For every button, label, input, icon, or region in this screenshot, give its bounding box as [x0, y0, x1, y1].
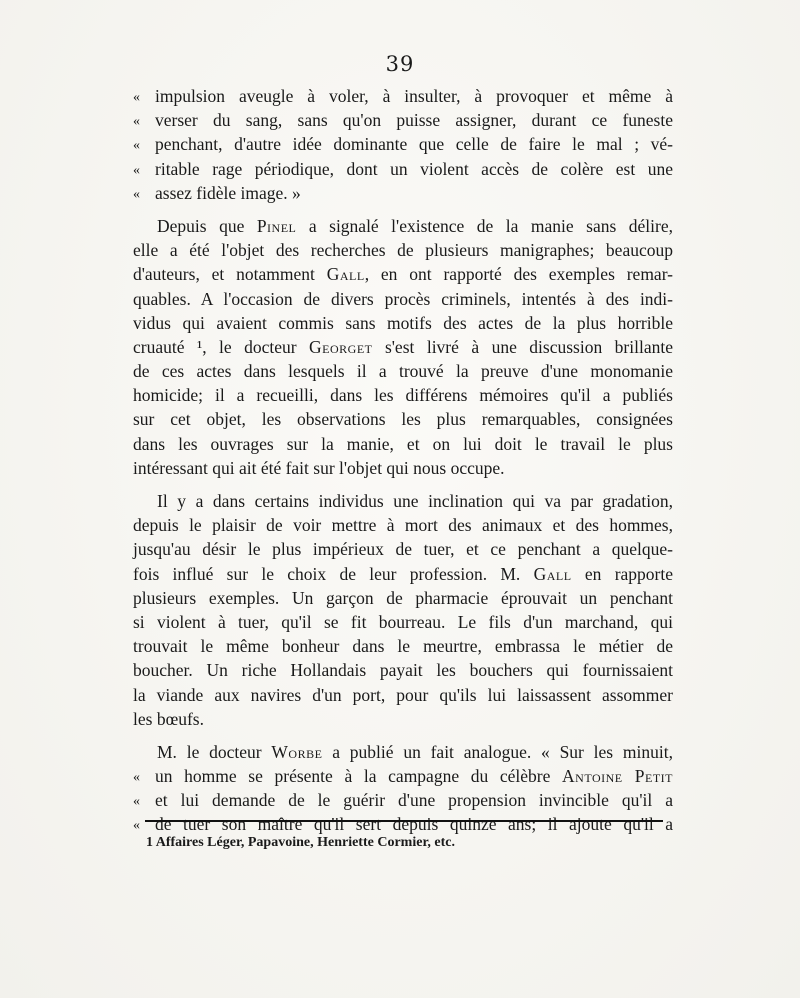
text-line: trouvait le même bonheur dans le meurtre, embrassa le métier de: [133, 636, 673, 657]
text-line: elle a été l'objet des recherches de plusieurs manigraphes; beaucoup: [133, 240, 673, 261]
text-line: la viande aux navires d'un port, pour qu'ils lui laissassent assommer: [133, 684, 673, 705]
text-line: cruauté ¹, le docteur Georget s'est livré à une discussion brillante: [133, 336, 673, 357]
text-line: si violent à tuer, qu'il se fit bourreau. Le fils d'un marchand, qui: [133, 611, 673, 632]
author-name: Pinel: [256, 215, 297, 236]
text-line: fois influé sur le choix de leur profession. M. Gall en rapporte: [133, 563, 673, 584]
author-name: Georget: [309, 336, 373, 357]
author-name: Gall: [326, 264, 365, 285]
text-line: Il y a dans certains individus une inclination qui va par gradation,: [157, 491, 673, 511]
page-number: 39: [385, 52, 415, 76]
text-line: « ritable rage périodique, dont un violent accès de colère est une: [133, 157, 673, 181]
quote-mark: «: [133, 794, 140, 810]
text-line: « et lui demande de le guérir d'une propension invincible qu'il a: [133, 788, 673, 812]
footnote: [146, 834, 666, 852]
text-line: « de tuer son maître qu'il sert depuis quinze ans; il ajoute qu'il a: [133, 812, 673, 836]
text-line: plusieurs exemples. Un garçon de pharmacie éprouvait un penchant: [133, 587, 673, 608]
quote-mark: «: [133, 818, 140, 834]
text-line: boucher. Un riche Hollandais payait les bouchers qui fournissaient: [133, 660, 673, 681]
quote-mark: «: [133, 186, 140, 202]
text-line: de ces actes dans lesquels il a trouvé la preuve d'une monomanie: [133, 361, 673, 382]
quote-mark: «: [133, 138, 140, 154]
author-name: Gall: [533, 563, 572, 584]
footnote-marker: 1: [146, 835, 153, 850]
quote-mark: «: [133, 90, 140, 105]
text-line: « un homme se présente à la campagne du célèbre Antoine Petit: [133, 764, 673, 788]
text-line: jusqu'au désir le plus impérieux de tuer, et ce penchant a quelque-: [133, 539, 673, 560]
quote-mark: «: [133, 114, 140, 130]
text-line: les bœufs.: [133, 708, 204, 729]
text-line: sur cet objet, les observations les plus remarquables, consignées: [133, 409, 673, 430]
text-line: « penchant, d'autre idée dominante que celle de faire le mal ; vé-: [133, 132, 673, 156]
quote-mark: «: [133, 162, 140, 178]
text-line: Depuis que Pinel a signalé l'existence de la manie sans délire,: [157, 215, 673, 236]
text-line: « verser du sang, sans qu'on puisse assigner, durant ce funeste: [133, 108, 673, 132]
text-line: intéressant qui ait été fait sur l'objet qui nous occupe.: [133, 457, 505, 478]
text-line: d'auteurs, et notamment Gall, en ont rapporté des exemples remar-: [133, 264, 673, 285]
body-text: [133, 84, 673, 837]
text-line: « impulsion aveugle à voler, à insulter, à provoquer et même à: [133, 84, 673, 108]
text-line: homicide; il a recueilli, dans les différens mémoires qu'il a publiés: [133, 385, 673, 406]
author-name: Worbe: [271, 741, 323, 762]
text-line: « assez fidèle image. »: [133, 181, 673, 205]
text-line: vidus qui avaient commis sans motifs des actes de la plus horrible: [133, 312, 673, 333]
footnote-rule: [145, 820, 663, 822]
text-line: dans les ouvrages sur la manie, et on lui doit le travail le plus: [133, 433, 673, 454]
text-line: M. le docteur Worbe a publié un fait analogue. « Sur les minuit,: [157, 741, 673, 762]
author-name: Antoine Petit: [562, 766, 673, 787]
text-line: quables. A l'occasion de divers procès criminels, intentés à des indi-: [133, 288, 673, 309]
text-line: depuis le plaisir de voir mettre à mort des animaux et des hommes,: [133, 515, 673, 536]
footnote-text: Affaires Léger, Papavoine, Henriette Cormier, etc.: [155, 835, 455, 850]
quote-mark: «: [133, 770, 140, 786]
